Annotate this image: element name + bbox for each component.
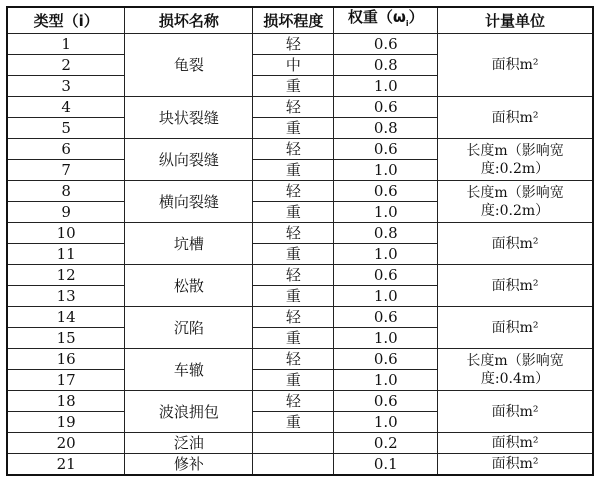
cell-unit: 面积m² xyxy=(438,454,593,476)
cell-type: 13 xyxy=(7,286,125,307)
header-unit: 计量单位 xyxy=(438,7,593,34)
cell-damage-name: 波浪拥包 xyxy=(125,391,253,433)
cell-damage-level: 重 xyxy=(253,286,334,307)
cell-weight: 1.0 xyxy=(334,160,438,181)
cell-weight: 0.6 xyxy=(334,349,438,370)
cell-damage-level: 轻 xyxy=(253,307,334,328)
cell-damage-name: 纵向裂缝 xyxy=(125,139,253,181)
cell-damage-level: 重 xyxy=(253,160,334,181)
cell-weight: 1.0 xyxy=(334,370,438,391)
cell-damage-level: 轻 xyxy=(253,265,334,286)
cell-damage-name: 沉陷 xyxy=(125,307,253,349)
cell-damage-level: 重 xyxy=(253,202,334,223)
cell-unit: 面积m² xyxy=(438,391,593,433)
table-row xyxy=(7,34,593,55)
cell-unit: 面积m² xyxy=(438,265,593,307)
cell-type: 6 xyxy=(7,139,125,160)
header-damage-name: 损坏名称 xyxy=(125,7,253,34)
cell-type: 4 xyxy=(7,97,125,118)
cell-damage-name: 坑槽 xyxy=(125,223,253,265)
header-damage-level: 损坏程度 xyxy=(253,7,334,34)
cell-type: 12 xyxy=(7,265,125,286)
cell-weight: 0.6 xyxy=(334,265,438,286)
cell-type: 14 xyxy=(7,307,125,328)
cell-type: 2 xyxy=(7,55,125,76)
cell-weight: 0.8 xyxy=(334,118,438,139)
cell-unit: 面积m² xyxy=(438,97,593,139)
cell-weight: 0.1 xyxy=(334,454,438,476)
table-header xyxy=(7,7,593,34)
cell-type: 8 xyxy=(7,181,125,202)
cell-type: 15 xyxy=(7,328,125,349)
cell-type: 9 xyxy=(7,202,125,223)
cell-weight: 1.0 xyxy=(334,328,438,349)
cell-weight: 1.0 xyxy=(334,202,438,223)
cell-damage-name: 横向裂缝 xyxy=(125,181,253,223)
table-body xyxy=(7,34,593,476)
cell-damage-level: 轻 xyxy=(253,391,334,412)
cell-damage-level: 重 xyxy=(253,244,334,265)
cell-damage-name: 修补 xyxy=(125,454,253,476)
cell-weight: 1.0 xyxy=(334,286,438,307)
table-row xyxy=(7,349,593,370)
header-weight xyxy=(334,7,438,34)
cell-damage-name: 松散 xyxy=(125,265,253,307)
header-weight-prefix: 权重（ω xyxy=(347,8,406,26)
cell-weight: 0.8 xyxy=(334,55,438,76)
cell-weight: 1.0 xyxy=(334,244,438,265)
header-row xyxy=(7,7,593,34)
table-row xyxy=(7,454,593,476)
cell-unit: 长度m（影响宽度:0.2m） xyxy=(438,139,593,181)
cell-weight: 0.6 xyxy=(334,181,438,202)
header-type: 类型（i） xyxy=(7,7,125,34)
table-row xyxy=(7,181,593,202)
cell-weight: 1.0 xyxy=(334,76,438,97)
cell-type: 18 xyxy=(7,391,125,412)
cell-type: 17 xyxy=(7,370,125,391)
cell-unit: 面积m² xyxy=(438,433,593,454)
cell-type: 3 xyxy=(7,76,125,97)
cell-damage-name: 车辙 xyxy=(125,349,253,391)
cell-unit: 长度m（影响宽度:0.4m） xyxy=(438,349,593,391)
cell-weight: 0.8 xyxy=(334,223,438,244)
table-row xyxy=(7,97,593,118)
table-row xyxy=(7,307,593,328)
cell-weight: 0.6 xyxy=(334,391,438,412)
cell-damage-level xyxy=(253,454,334,476)
header-weight-sub: i xyxy=(405,19,409,28)
cell-damage-level: 轻 xyxy=(253,349,334,370)
cell-weight: 0.6 xyxy=(334,139,438,160)
cell-type: 10 xyxy=(7,223,125,244)
cell-damage-name: 龟裂 xyxy=(125,34,253,97)
cell-damage-level: 轻 xyxy=(253,223,334,244)
cell-type: 1 xyxy=(7,34,125,55)
cell-type: 19 xyxy=(7,412,125,433)
cell-type: 20 xyxy=(7,433,125,454)
cell-damage-level: 重 xyxy=(253,328,334,349)
cell-type: 5 xyxy=(7,118,125,139)
cell-damage-name: 块状裂缝 xyxy=(125,97,253,139)
cell-damage-level: 重 xyxy=(253,76,334,97)
cell-weight: 0.6 xyxy=(334,34,438,55)
cell-unit: 面积m² xyxy=(438,223,593,265)
cell-weight: 1.0 xyxy=(334,412,438,433)
damage-weight-table xyxy=(6,6,594,476)
cell-type: 16 xyxy=(7,349,125,370)
cell-damage-level: 轻 xyxy=(253,181,334,202)
cell-unit: 长度m（影响宽度:0.2m） xyxy=(438,181,593,223)
cell-damage-name: 泛油 xyxy=(125,433,253,454)
cell-damage-level xyxy=(253,433,334,454)
table-row xyxy=(7,223,593,244)
header-weight-suffix: ） xyxy=(408,8,424,26)
table-row xyxy=(7,139,593,160)
cell-damage-level: 轻 xyxy=(253,34,334,55)
table-row xyxy=(7,391,593,412)
cell-damage-level: 中 xyxy=(253,55,334,76)
cell-weight: 0.6 xyxy=(334,307,438,328)
cell-damage-level: 轻 xyxy=(253,139,334,160)
table-row xyxy=(7,265,593,286)
cell-type: 7 xyxy=(7,160,125,181)
cell-unit: 面积m² xyxy=(438,34,593,97)
cell-damage-level: 重 xyxy=(253,370,334,391)
table-row xyxy=(7,433,593,454)
cell-weight: 0.6 xyxy=(334,97,438,118)
cell-unit: 面积m² xyxy=(438,307,593,349)
cell-type: 11 xyxy=(7,244,125,265)
cell-damage-level: 重 xyxy=(253,412,334,433)
cell-type: 21 xyxy=(7,454,125,476)
cell-damage-level: 轻 xyxy=(253,97,334,118)
cell-weight: 0.2 xyxy=(334,433,438,454)
cell-damage-level: 重 xyxy=(253,118,334,139)
